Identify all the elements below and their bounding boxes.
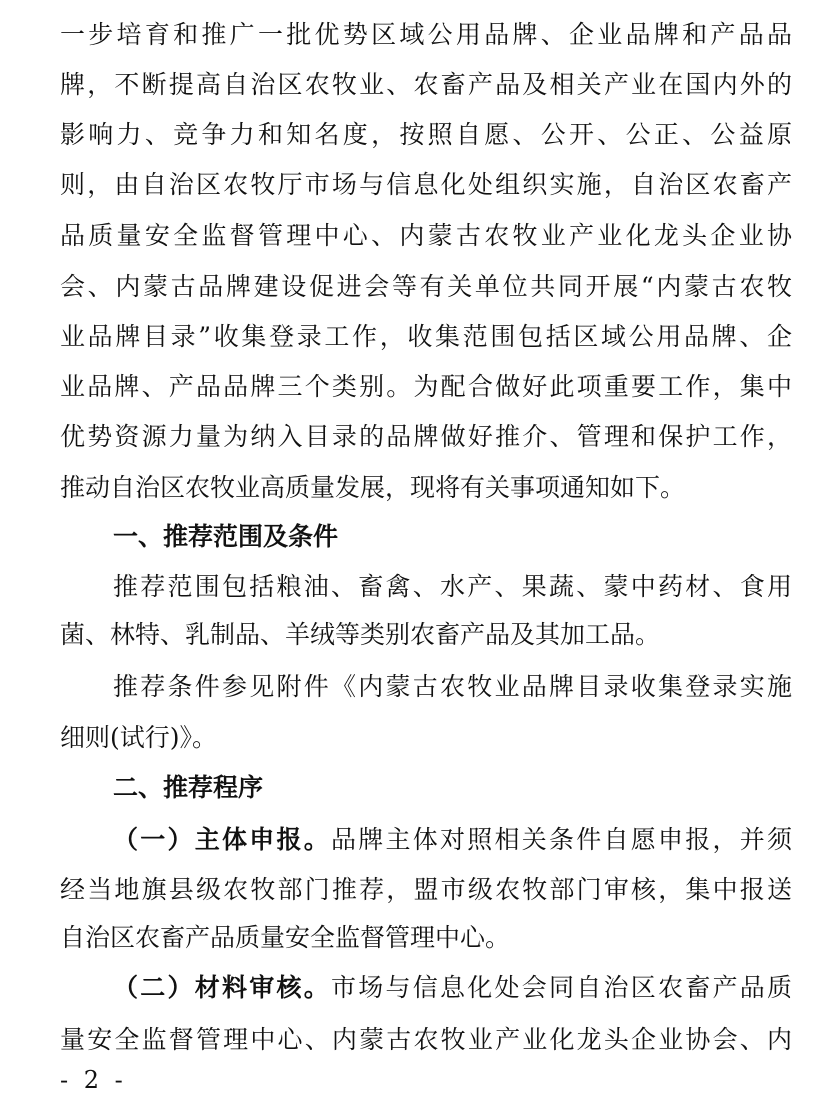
text-line: [60, 870, 792, 910]
line-text: 会、内蒙古品牌建设促进会等有关单位共同开展“内蒙古农牧: [60, 272, 792, 301]
text-line: [113, 820, 792, 860]
line-text: 品牌主体对照相关条件自愿申报，并须: [331, 825, 792, 854]
line-text: 市场与信息化处会同自治区农畜产品质: [331, 973, 792, 1002]
text-line: [60, 216, 792, 256]
line-text: 细则(试行)》。: [60, 723, 218, 752]
section-heading: [113, 517, 792, 557]
text-line: [60, 15, 792, 55]
line-text: 影响力、竞争力和知名度，按照自愿、公开、公正、公益原: [60, 120, 792, 149]
page-number: - 2 -: [60, 1066, 127, 1094]
text-line: [60, 267, 792, 307]
text-line: [60, 718, 792, 758]
text-line: [60, 65, 792, 105]
text-line: [60, 417, 792, 457]
text-line: [113, 968, 792, 1008]
line-text: 菌、林特、乳制品、羊绒等类别农畜产品及其加工品。: [60, 620, 661, 649]
text-line: [113, 667, 792, 707]
line-text: 自治区农畜产品质量安全监督管理中心。: [60, 923, 511, 952]
text-line: [60, 918, 792, 958]
text-line: [60, 615, 792, 655]
bold-lead: （二）材料审核。: [113, 973, 331, 1002]
text-line: [113, 567, 792, 607]
line-text: 经当地旗县级农牧部门推荐，盟市级农牧部门审核，集中报送: [60, 875, 792, 904]
line-text: 量安全监督管理中心、内蒙古农牧业产业化龙头企业协会、内: [60, 1025, 792, 1054]
text-line: [60, 468, 792, 508]
text-line: [60, 317, 792, 357]
bold-lead: 二、推荐程序: [113, 773, 264, 802]
line-text: 则，由自治区农牧厅市场与信息化处组织实施，自治区农畜产: [60, 170, 792, 199]
line-text: 业品牌、产品品牌三个类别。为配合做好此项重要工作，集中: [60, 372, 792, 401]
section-heading: [113, 768, 792, 808]
line-text: 一步培育和推广一批优势区域公用品牌、企业品牌和产品品: [60, 20, 792, 49]
line-text: 推荐条件参见附件《内蒙古农牧业品牌目录收集登录实施: [113, 672, 792, 701]
text-line: [60, 165, 792, 205]
bold-lead: （一）主体申报。: [113, 825, 331, 854]
line-text: 业品牌目录”收集登录工作，收集范围包括区域公用品牌、企: [60, 322, 792, 351]
line-text: 牌，不断提高自治区农牧业、农畜产品及相关产业在国内外的: [60, 70, 792, 99]
text-line: [60, 1020, 792, 1060]
line-text: 推荐范围包括粮油、畜禽、水产、果蔬、蒙中药材、食用: [113, 572, 792, 601]
line-text: 优势资源力量为纳入目录的品牌做好推介、管理和保护工作，: [60, 422, 792, 451]
text-line: [60, 367, 792, 407]
line-text: 推动自治区农牧业高质量发展，现将有关事项通知如下。: [60, 473, 686, 502]
line-text: 品质量安全监督管理中心、内蒙古农牧业产业化龙头企业协: [60, 221, 792, 250]
bold-lead: 一、推荐范围及条件: [113, 522, 339, 551]
text-line: [60, 115, 792, 155]
